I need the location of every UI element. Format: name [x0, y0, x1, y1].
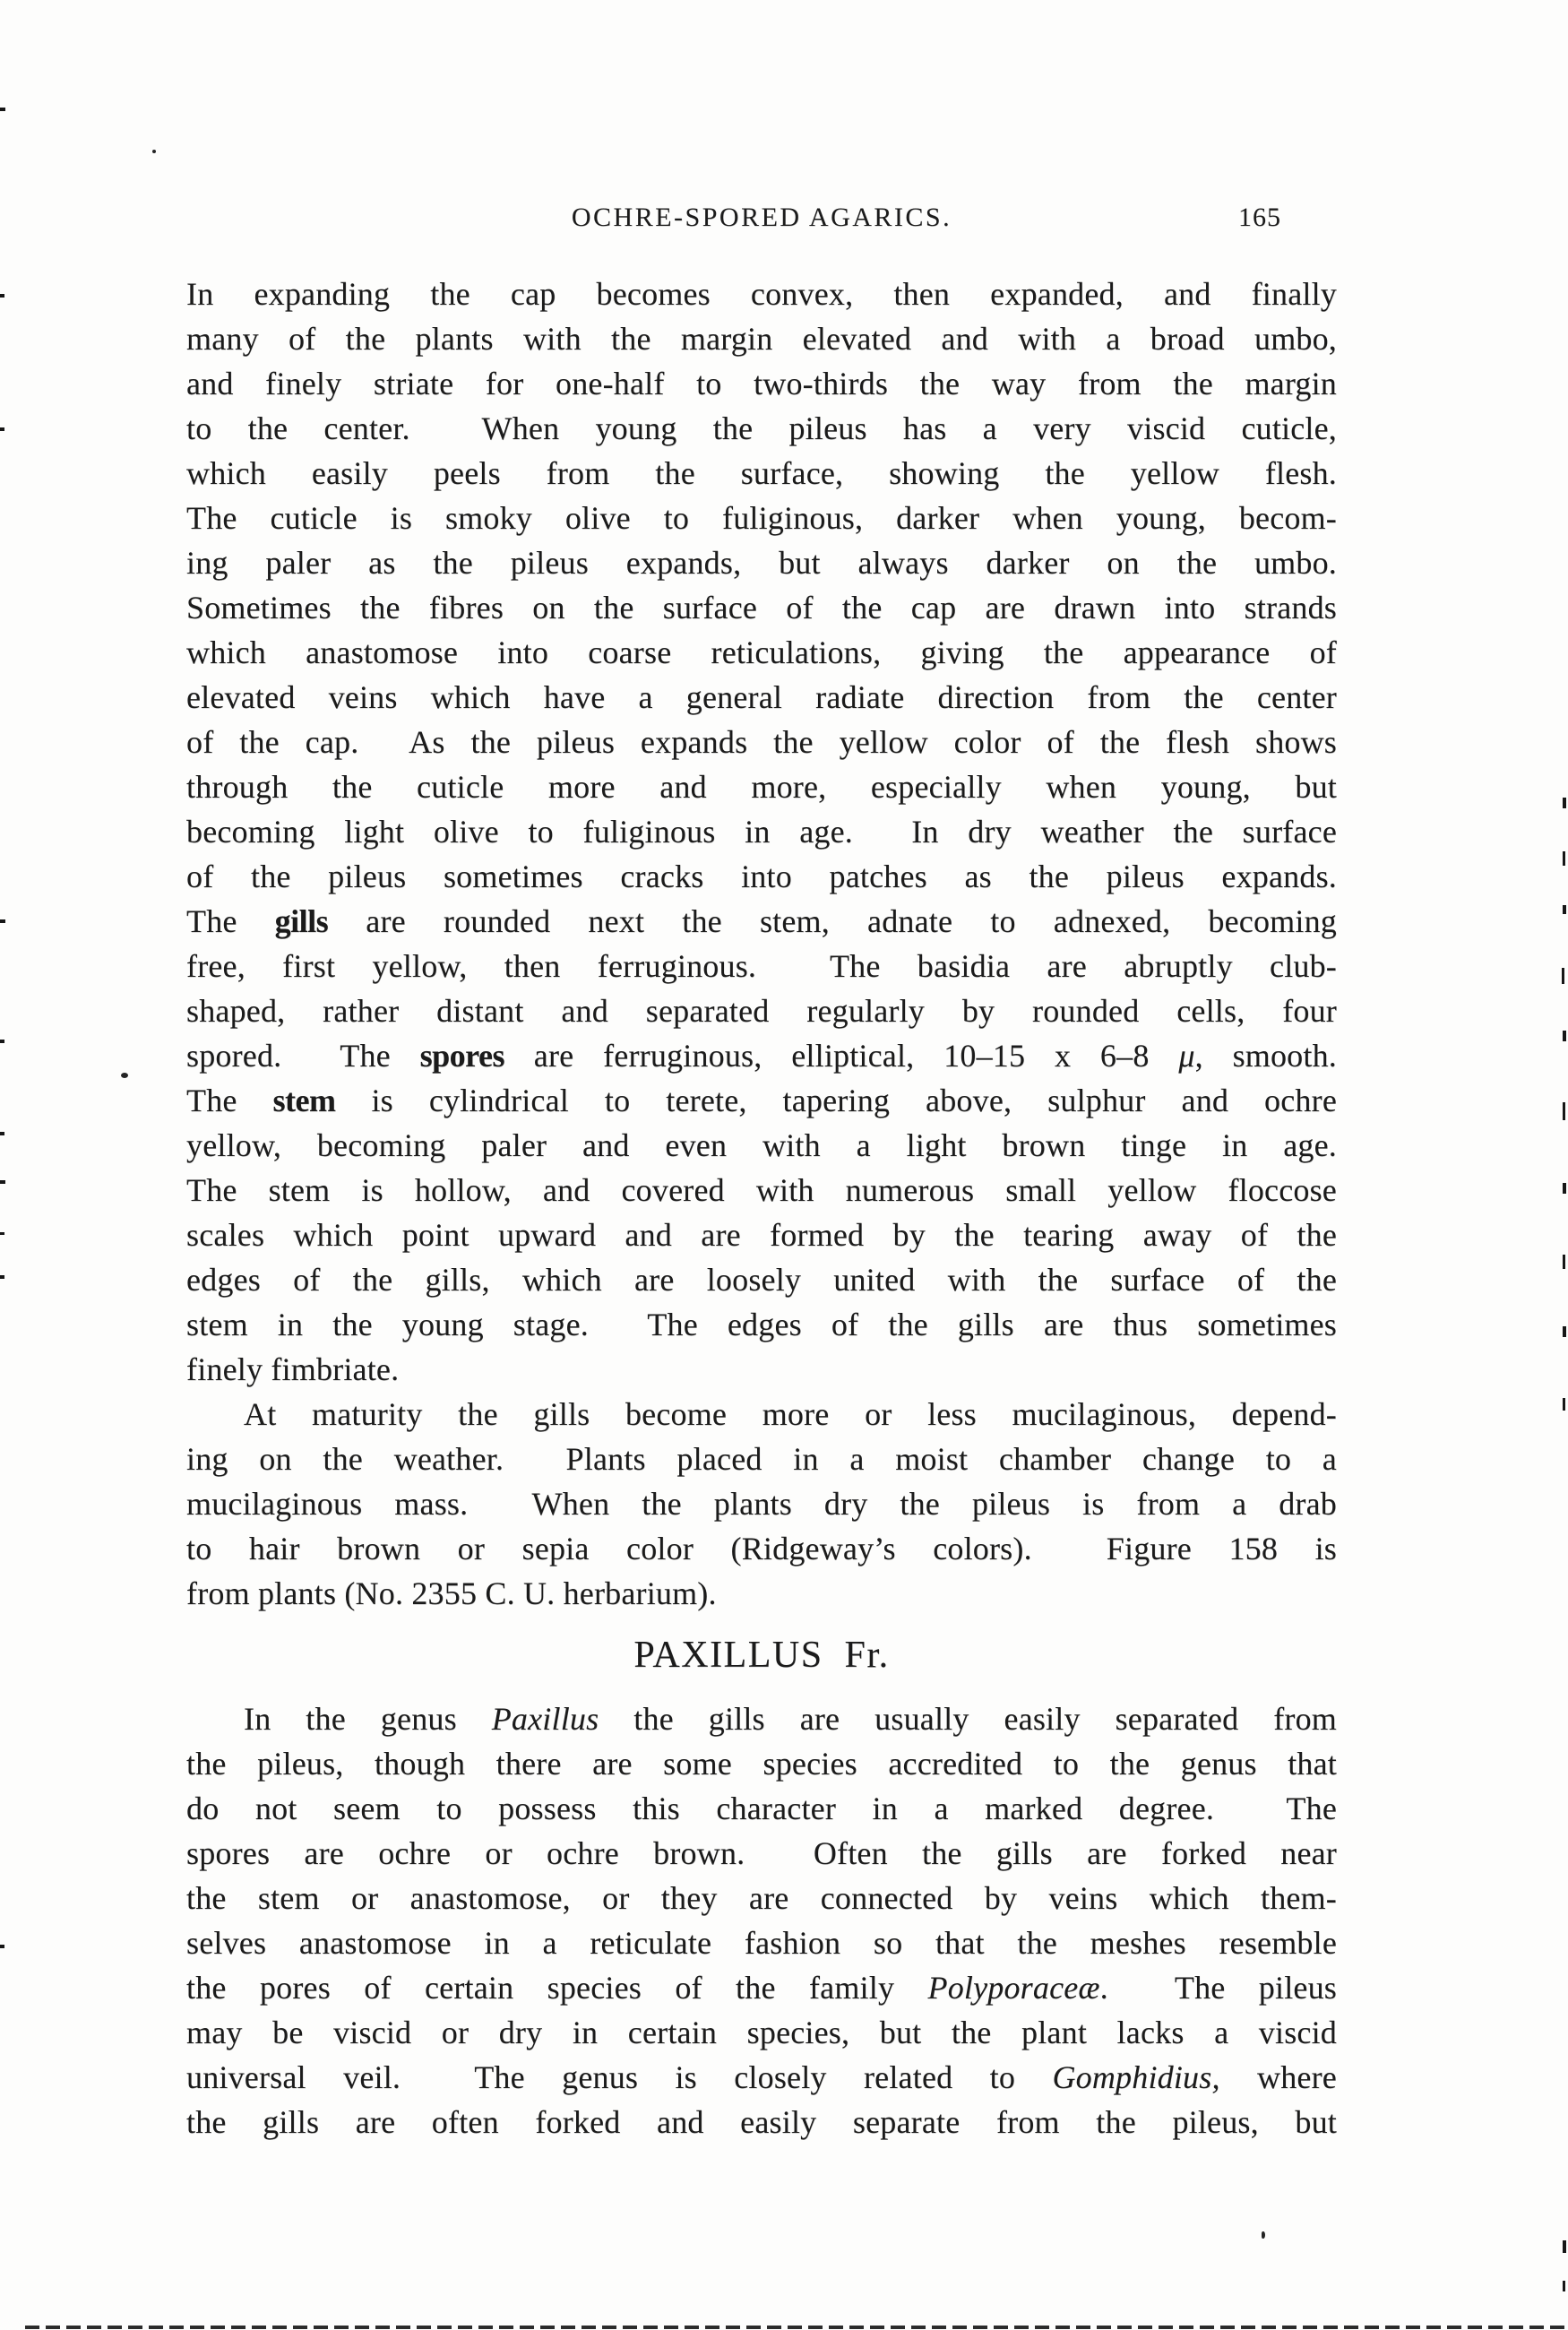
text-segment: universal veil. The genus is closely related to: [186, 2059, 1053, 2095]
text-segment: The: [186, 1083, 273, 1118]
text-segment: At maturity the gills become more or less mucilaginous, depend-: [244, 1396, 1337, 1432]
scan-artifact: [1563, 905, 1566, 914]
text-line: [186, 899, 1337, 944]
text-segment: may be viscid or dry in certain species, but the plant lacks a viscid: [186, 2015, 1337, 2050]
text-line: [186, 540, 1337, 585]
text-line: [186, 406, 1337, 451]
text-segment: In the genus: [244, 1701, 492, 1737]
text-line: [186, 1392, 1337, 1437]
scan-artifact: [0, 1132, 4, 1135]
scan-artifact-bottom-rule: [25, 2326, 1568, 2329]
text-segment: , smooth.: [1194, 1038, 1337, 1074]
text-line: [186, 809, 1337, 854]
scan-artifact: [121, 1073, 128, 1078]
text-line: [186, 988, 1337, 1033]
scan-artifact: [0, 108, 5, 111]
text-segment: many of the plants with the margin elevated and with a broad umbo,: [186, 321, 1337, 357]
text-segment: which easily peels from the surface, showing the yellow flesh.: [186, 455, 1337, 491]
text-segment: mucilaginous mass. When the plants dry the pileus is from a drab: [186, 1486, 1337, 1522]
text-line: [186, 2010, 1337, 2055]
bold-term: gills: [274, 903, 329, 939]
text-segment: The: [186, 903, 275, 939]
text-line: [186, 1168, 1337, 1212]
bold-term: stem: [272, 1083, 336, 1118]
text-line: [186, 1696, 1337, 1741]
text-line: [186, 316, 1337, 361]
text-segment: becoming light olive to fuliginous in age. In dry weather the surface: [186, 814, 1337, 850]
text-segment: from plants (No. 2355 C. U. herbarium).: [186, 1575, 717, 1611]
running-head-title: OCHRE-SPORED AGARICS.: [571, 203, 952, 232]
running-head: [186, 203, 1337, 238]
text-segment: ing on the weather. Plants placed in a moist chamber change to a: [186, 1441, 1337, 1477]
text-segment: Sometimes the fibres on the surface of the cap are drawn into strands: [186, 590, 1337, 626]
scan-artifact: [1563, 1398, 1565, 1411]
text-line: [186, 630, 1337, 675]
scan-artifact: [1563, 1102, 1565, 1120]
text-segment: shaped, rather distant and separated regularly by rounded cells, four: [186, 993, 1337, 1029]
text-segment: The cuticle is smoky olive to fuliginous, darker when young, becom-: [186, 500, 1337, 536]
text-line: [186, 1078, 1337, 1123]
text-segment: spores are ochre or ochre brown. Often the gills are forked near: [186, 1835, 1337, 1871]
scan-artifact: [152, 150, 156, 153]
text-line: [186, 585, 1337, 630]
text-line: [186, 1033, 1337, 1078]
text-segment: of the cap. As the pileus expands the yellow color of the flesh shows: [186, 724, 1337, 760]
text-segment: the pileus, though there are some species accredited to the genus that: [186, 1746, 1337, 1782]
bold-term: spores: [419, 1038, 504, 1074]
scan-artifact: [0, 1180, 5, 1184]
text-segment: stem in the young stage. The edges of the gills are thus sometimes: [186, 1307, 1337, 1342]
italic-term: Polyporaceæ: [927, 1970, 1100, 2006]
scan-artifact: [1563, 1031, 1566, 1041]
paragraph: [186, 1696, 1337, 2144]
text-line: [186, 1786, 1337, 1831]
text-segment: of the pileus sometimes cracks into patches as the pileus expands.: [186, 859, 1337, 894]
text-line: [186, 361, 1337, 406]
text-segment: finely fimbriate.: [186, 1351, 400, 1387]
text-line: [186, 1347, 1337, 1392]
scan-artifact: [1563, 2281, 1565, 2291]
text-line: [186, 1302, 1337, 1347]
scan-artifact: [0, 1232, 4, 1235]
text-line: [186, 451, 1337, 496]
text-line: [186, 1920, 1337, 1965]
text-segment: yellow, becoming paler and even with a light brown tinge in age.: [186, 1127, 1337, 1163]
italic-term: Gomphidius,: [1052, 2059, 1220, 2095]
text-line: [186, 675, 1337, 720]
scan-artifact: [0, 1275, 4, 1279]
text-line: [186, 2100, 1337, 2144]
text-segment: selves anastomose in a reticulate fashion so that the meshes resemble: [186, 1925, 1337, 1961]
text-line: [186, 1831, 1337, 1876]
text-segment: The stem is hollow, and covered with numerous small yellow floccose: [186, 1172, 1337, 1208]
text-line: [186, 2055, 1337, 2100]
text-segment: . The pileus: [1099, 1970, 1337, 2006]
scan-artifact: [1563, 1183, 1566, 1194]
scan-artifact: [1262, 2231, 1265, 2239]
text-line: [186, 1526, 1337, 1571]
italic-term: μ: [1178, 1038, 1195, 1074]
text-segment: which anastomose into coarse reticulations, giving the appearance of: [186, 634, 1337, 670]
text-segment: are ferruginous, elliptical, 10–15 x 6–8: [504, 1038, 1179, 1074]
text-line: [186, 1437, 1337, 1481]
text-line: [186, 1876, 1337, 1920]
text-segment: elevated veins which have a general radiate direction from the center: [186, 679, 1337, 715]
page-number: 165: [1238, 203, 1281, 232]
text-line: [186, 1123, 1337, 1168]
text-segment: the pores of certain species of the family: [186, 1970, 928, 2006]
text-segment: ing paler as the pileus expands, but always darker on the umbo.: [186, 545, 1337, 581]
paragraph: [186, 1392, 1337, 1616]
text-segment: and finely striate for one-half to two-thirds the way from the margin: [186, 366, 1337, 401]
italic-term: Paxillus: [491, 1701, 599, 1737]
scan-artifact: [0, 294, 4, 298]
scan-artifact: [1562, 968, 1564, 984]
scan-artifact: [1563, 1255, 1565, 1269]
text-line: [186, 272, 1337, 316]
scan-artifact: [1563, 851, 1565, 866]
scan-artifact: [1563, 798, 1566, 808]
text-segment: free, first yellow, then ferruginous. The basidia are abruptly club-: [186, 948, 1337, 984]
text-line: [186, 764, 1337, 809]
text-segment: to the center. When young the pileus has a very viscid cuticle,: [186, 410, 1337, 446]
text-segment: is cylindrical to terete, tapering above, sulphur and ochre: [335, 1083, 1337, 1118]
text-segment: to hair brown or sepia color (Ridgeway’s colors). Figure 158 is: [186, 1531, 1337, 1566]
text-segment: spored. The: [186, 1038, 420, 1074]
text-line: [186, 1965, 1337, 2010]
text-segment: the gills are often forked and easily separate from the pileus, but: [186, 2104, 1337, 2140]
section-heading: PAXILLUS Fr.: [633, 1635, 890, 1676]
content: [186, 272, 1337, 2144]
scan-artifact: [0, 1945, 4, 1948]
text-line: [186, 1257, 1337, 1302]
scan-artifact: [0, 427, 4, 431]
text-segment: where: [1219, 2059, 1337, 2095]
scan-artifact: [0, 919, 5, 923]
text-line: [186, 944, 1337, 988]
text-segment: the stem or anastomose, or they are connected by veins which them-: [186, 1880, 1337, 1916]
text-segment: scales which point upward and are formed by the tearing away of the: [186, 1217, 1337, 1253]
scan-artifact: [1563, 2240, 1566, 2253]
paragraph: [186, 272, 1337, 1392]
text-segment: do not seem to possess this character in a marked degree. The: [186, 1791, 1337, 1826]
text-line: [186, 720, 1337, 764]
text-segment: In expanding the cap becomes convex, then expanded, and finally: [186, 276, 1337, 312]
text-segment: edges of the gills, which are loosely united with the surface of the: [186, 1262, 1337, 1298]
text-line: [186, 1741, 1337, 1786]
text-line: [186, 854, 1337, 899]
text-line: [186, 1571, 1337, 1616]
scan-artifact: [1563, 1326, 1566, 1337]
text-segment: are rounded next the stem, adnate to adnexed, becoming: [328, 903, 1337, 939]
text-line: [186, 1212, 1337, 1257]
text-line: [186, 496, 1337, 540]
text-segment: through the cuticle more and more, especially when young, but: [186, 769, 1337, 805]
text-segment: the gills are usually easily separated from: [599, 1701, 1337, 1737]
text-line: [186, 1481, 1337, 1526]
scan-artifact: [0, 1040, 4, 1043]
